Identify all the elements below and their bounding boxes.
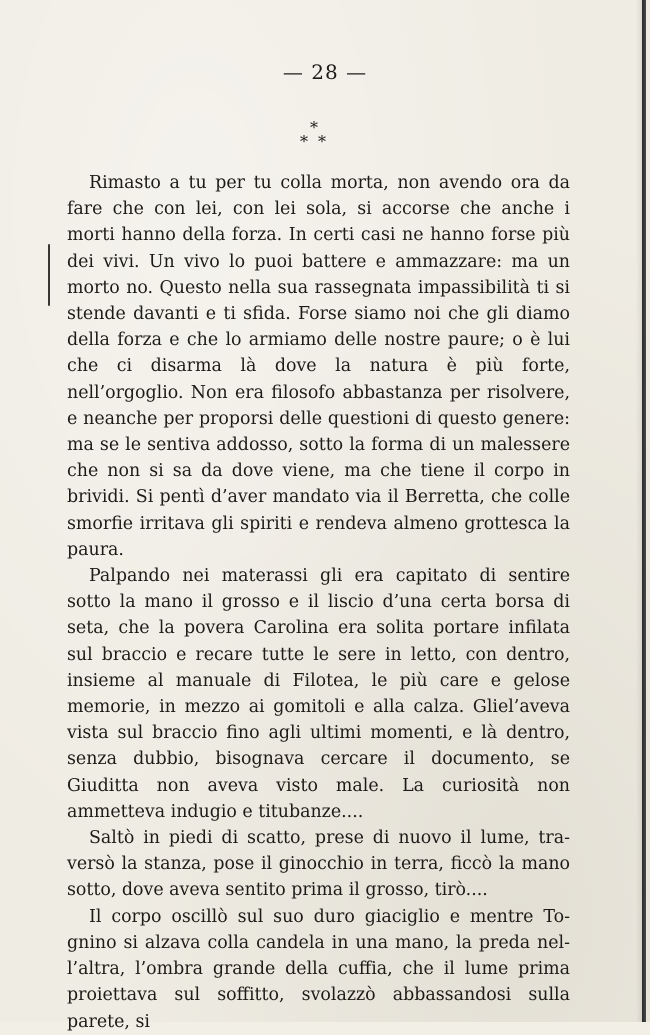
asterism-star-top: * <box>310 118 318 137</box>
margin-pencil-mark <box>48 244 50 306</box>
paragraph-4: Il corpo oscillò sul suo duro giaciglio e mentre Tognino si alzava colla candela in una mano, la preda nell’altra, l’ombra grande della cuffia, che il lume prima proiettava sul soffitto, svolazzò abbassandosi sulla parete, si <box>67 906 570 1032</box>
asterism-star-left: * <box>300 132 308 151</box>
body-text <box>67 170 570 1035</box>
section-asterism <box>292 120 342 152</box>
paragraph-1: Rimasto a tu per tu colla morta, non avendo ora da fare che con lei, con lei sola, si accorse che anche i morti hanno della forza. In certi casi ne hanno forse più dei vivi. Un vivo lo puoi battere e ammazzare: ma un morto no. Questo nella sua rassegnata impassibilità ti si stende davanti e ti sfida. Forse siamo noi che gli diamo della forza e che lo armiamo delle nostre paure; o è lui che ci disarma là dove la natura è più forte, nell’orgoglio. Non era filosofo abbastanza per risolvere, e neanche per proporsi delle questioni di questo genere: ma se le sentiva addosso, sotto la forma di un malessere che non si sa da dove viene, ma che tiene il corpo in brividi. Si pentì d’aver mandato via il Berretta, che colle smorfie irritava gli spiriti e rendeva almeno grottesca la paura. <box>67 173 570 560</box>
paragraph-3: Saltò in piedi di scatto, prese di nuovo il lume, traversò la stanza, pose il ginocchio in terra, ficcò la mano sotto, dove aveva sentito prima il grosso, tirò.... <box>67 828 570 901</box>
page-number: — 28 — <box>282 60 368 84</box>
asterism-star-right: * <box>318 132 326 151</box>
paragraph-2: Palpando nei materassi gli era capitato di sentire sotto la mano il grosso e il liscio d’una certa borsa di seta, che la povera Carolina era solita portare infilata sul braccio e recare tutte le sere in letto, con dentro, insieme al manuale di Filotea, le più care e gelose memorie, in mezzo ai gomitoli e alla calza. Gliel’aveva vista sul braccio fino agli ultimi momenti, e là dentro, senza dubbio, bisognava cercare il documento, se Giuditta non aveva visto male. La curiosità non ammetteva indugio e titubanze.... <box>67 566 570 822</box>
page-binding-edge <box>642 0 646 1022</box>
